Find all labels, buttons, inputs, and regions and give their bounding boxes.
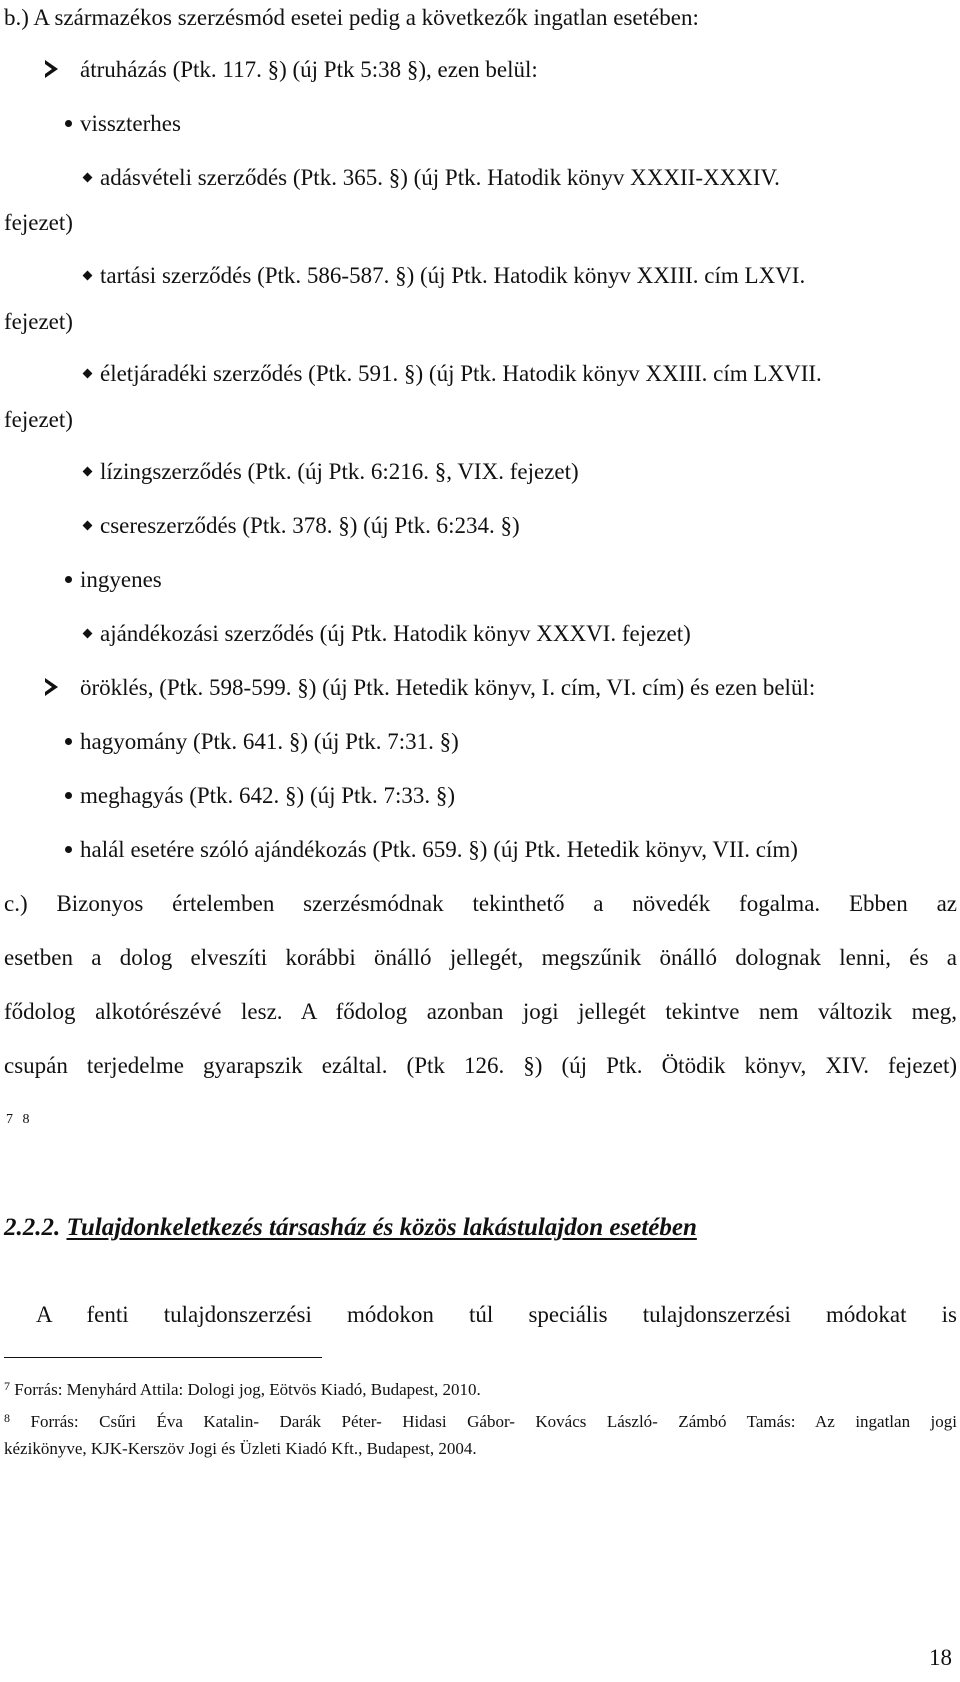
- paragraph-c-line: fődolog alkotórészévé lesz. A fődolog azonban jogi jellegét tekintve nem változik meg,: [4, 999, 957, 1024]
- list-item: öröklés, (Ptk. 598-599. §) (új Ptk. Hetedik könyv, I. cím, VI. cím) és ezen belül:: [80, 675, 816, 700]
- footnote-8: [4, 1411, 957, 1433]
- list-item: adásvételi szerződés (Ptk. 365. §) (új Ptk. Hatodik könyv XXXII-XXXIV.: [100, 165, 780, 190]
- section-title: Tulajdonkeletkezés társasház és közös lakástulajdon esetében: [66, 1214, 697, 1241]
- list-item: hagyomány (Ptk. 641. §) (új Ptk. 7:31. §): [80, 729, 459, 754]
- list-item-continuation: fejezet): [4, 407, 73, 432]
- dot-bullet-icon: [65, 846, 72, 853]
- diamond-bullet-icon: [83, 629, 93, 639]
- footnote-number: 7: [4, 1379, 10, 1393]
- dot-bullet-icon: [65, 738, 72, 745]
- list-item: lízingszerződés (Ptk. (új Ptk. 6:216. §, VIX. fejezet): [100, 459, 579, 484]
- list-item-continuation: fejezet): [4, 210, 73, 235]
- diamond-bullet-icon: [83, 271, 93, 281]
- list-item: ingyenes: [80, 567, 162, 592]
- list-item: ajándékozási szerződés (új Ptk. Hatodik könyv XXXVI. fejezet): [100, 621, 691, 646]
- section-heading: [4, 1213, 697, 1243]
- page-number: 18: [929, 1645, 952, 1670]
- paragraph-c-line: c.) Bizonyos értelemben szerzésmódnak tekinthető a növedék fogalma. Ebben az: [4, 891, 957, 916]
- intro-paragraph-line: A fenti tulajdonszerzési módokon túl speciális tulajdonszerzési módokat is: [36, 1302, 957, 1327]
- diamond-bullet-icon: [83, 521, 93, 531]
- footnote-text: Forrás: Csűri Éva Katalin- Darák Péter- Hidasi Gábor- Kovács László- Zámbó Tamás: Az ingatlan jogi: [30, 1412, 958, 1431]
- paragraph-c-line: csupán terjedelme gyarapszik ezáltal. (Ptk 126. §) (új Ptk. Ötödik könyv, XIV. fejezet): [4, 1053, 957, 1078]
- list-item: átruházás (Ptk. 117. §) (új Ptk 5:38 §), ezen belül:: [80, 57, 538, 82]
- list-item: életjáradéki szerződés (Ptk. 591. §) (új Ptk. Hatodik könyv XXIII. cím LXVII.: [100, 361, 822, 386]
- intro-b-line: b.) A származékos szerzésmód esetei pedig a következők ingatlan esetében:: [4, 5, 699, 30]
- footnote-8-continuation: kézikönyve, KJK-Kerszöv Jogi és Üzleti Kiadó Kft., Budapest, 2004.: [4, 1439, 477, 1458]
- list-item: csereszerződés (Ptk. 378. §) (új Ptk. 6:234. §): [100, 513, 520, 538]
- list-item: visszterhes: [80, 111, 181, 136]
- list-item: tartási szerződés (Ptk. 586-587. §) (új Ptk. Hatodik könyv XXIII. cím LXVI.: [100, 263, 806, 288]
- footnote-references: 7 8: [6, 1112, 33, 1127]
- dot-bullet-icon: [65, 792, 72, 799]
- arrow-bullet-icon: [45, 60, 58, 78]
- footnote-7: [4, 1379, 481, 1401]
- dot-bullet-icon: [65, 120, 72, 127]
- list-item: meghagyás (Ptk. 642. §) (új Ptk. 7:33. §): [80, 783, 455, 808]
- footnote-text: Forrás: Menyhárd Attila: Dologi jog, Eötvös Kiadó, Budapest, 2010.: [14, 1380, 481, 1399]
- diamond-bullet-icon: [83, 173, 93, 183]
- list-item: halál esetére szóló ajándékozás (Ptk. 659. §) (új Ptk. Hetedik könyv, VII. cím): [80, 837, 798, 862]
- footnote-number: 8: [4, 1411, 10, 1425]
- section-number: 2.2.2.: [4, 1214, 61, 1241]
- list-item-continuation: fejezet): [4, 309, 73, 334]
- footnote-separator: [4, 1357, 322, 1358]
- arrow-bullet-icon: [45, 678, 58, 696]
- paragraph-c-line: esetben a dolog elveszíti korábbi önálló jellegét, megszűnik önálló dolognak lenni, és a: [4, 945, 957, 970]
- dot-bullet-icon: [65, 576, 72, 583]
- diamond-bullet-icon: [83, 369, 93, 379]
- diamond-bullet-icon: [83, 467, 93, 477]
